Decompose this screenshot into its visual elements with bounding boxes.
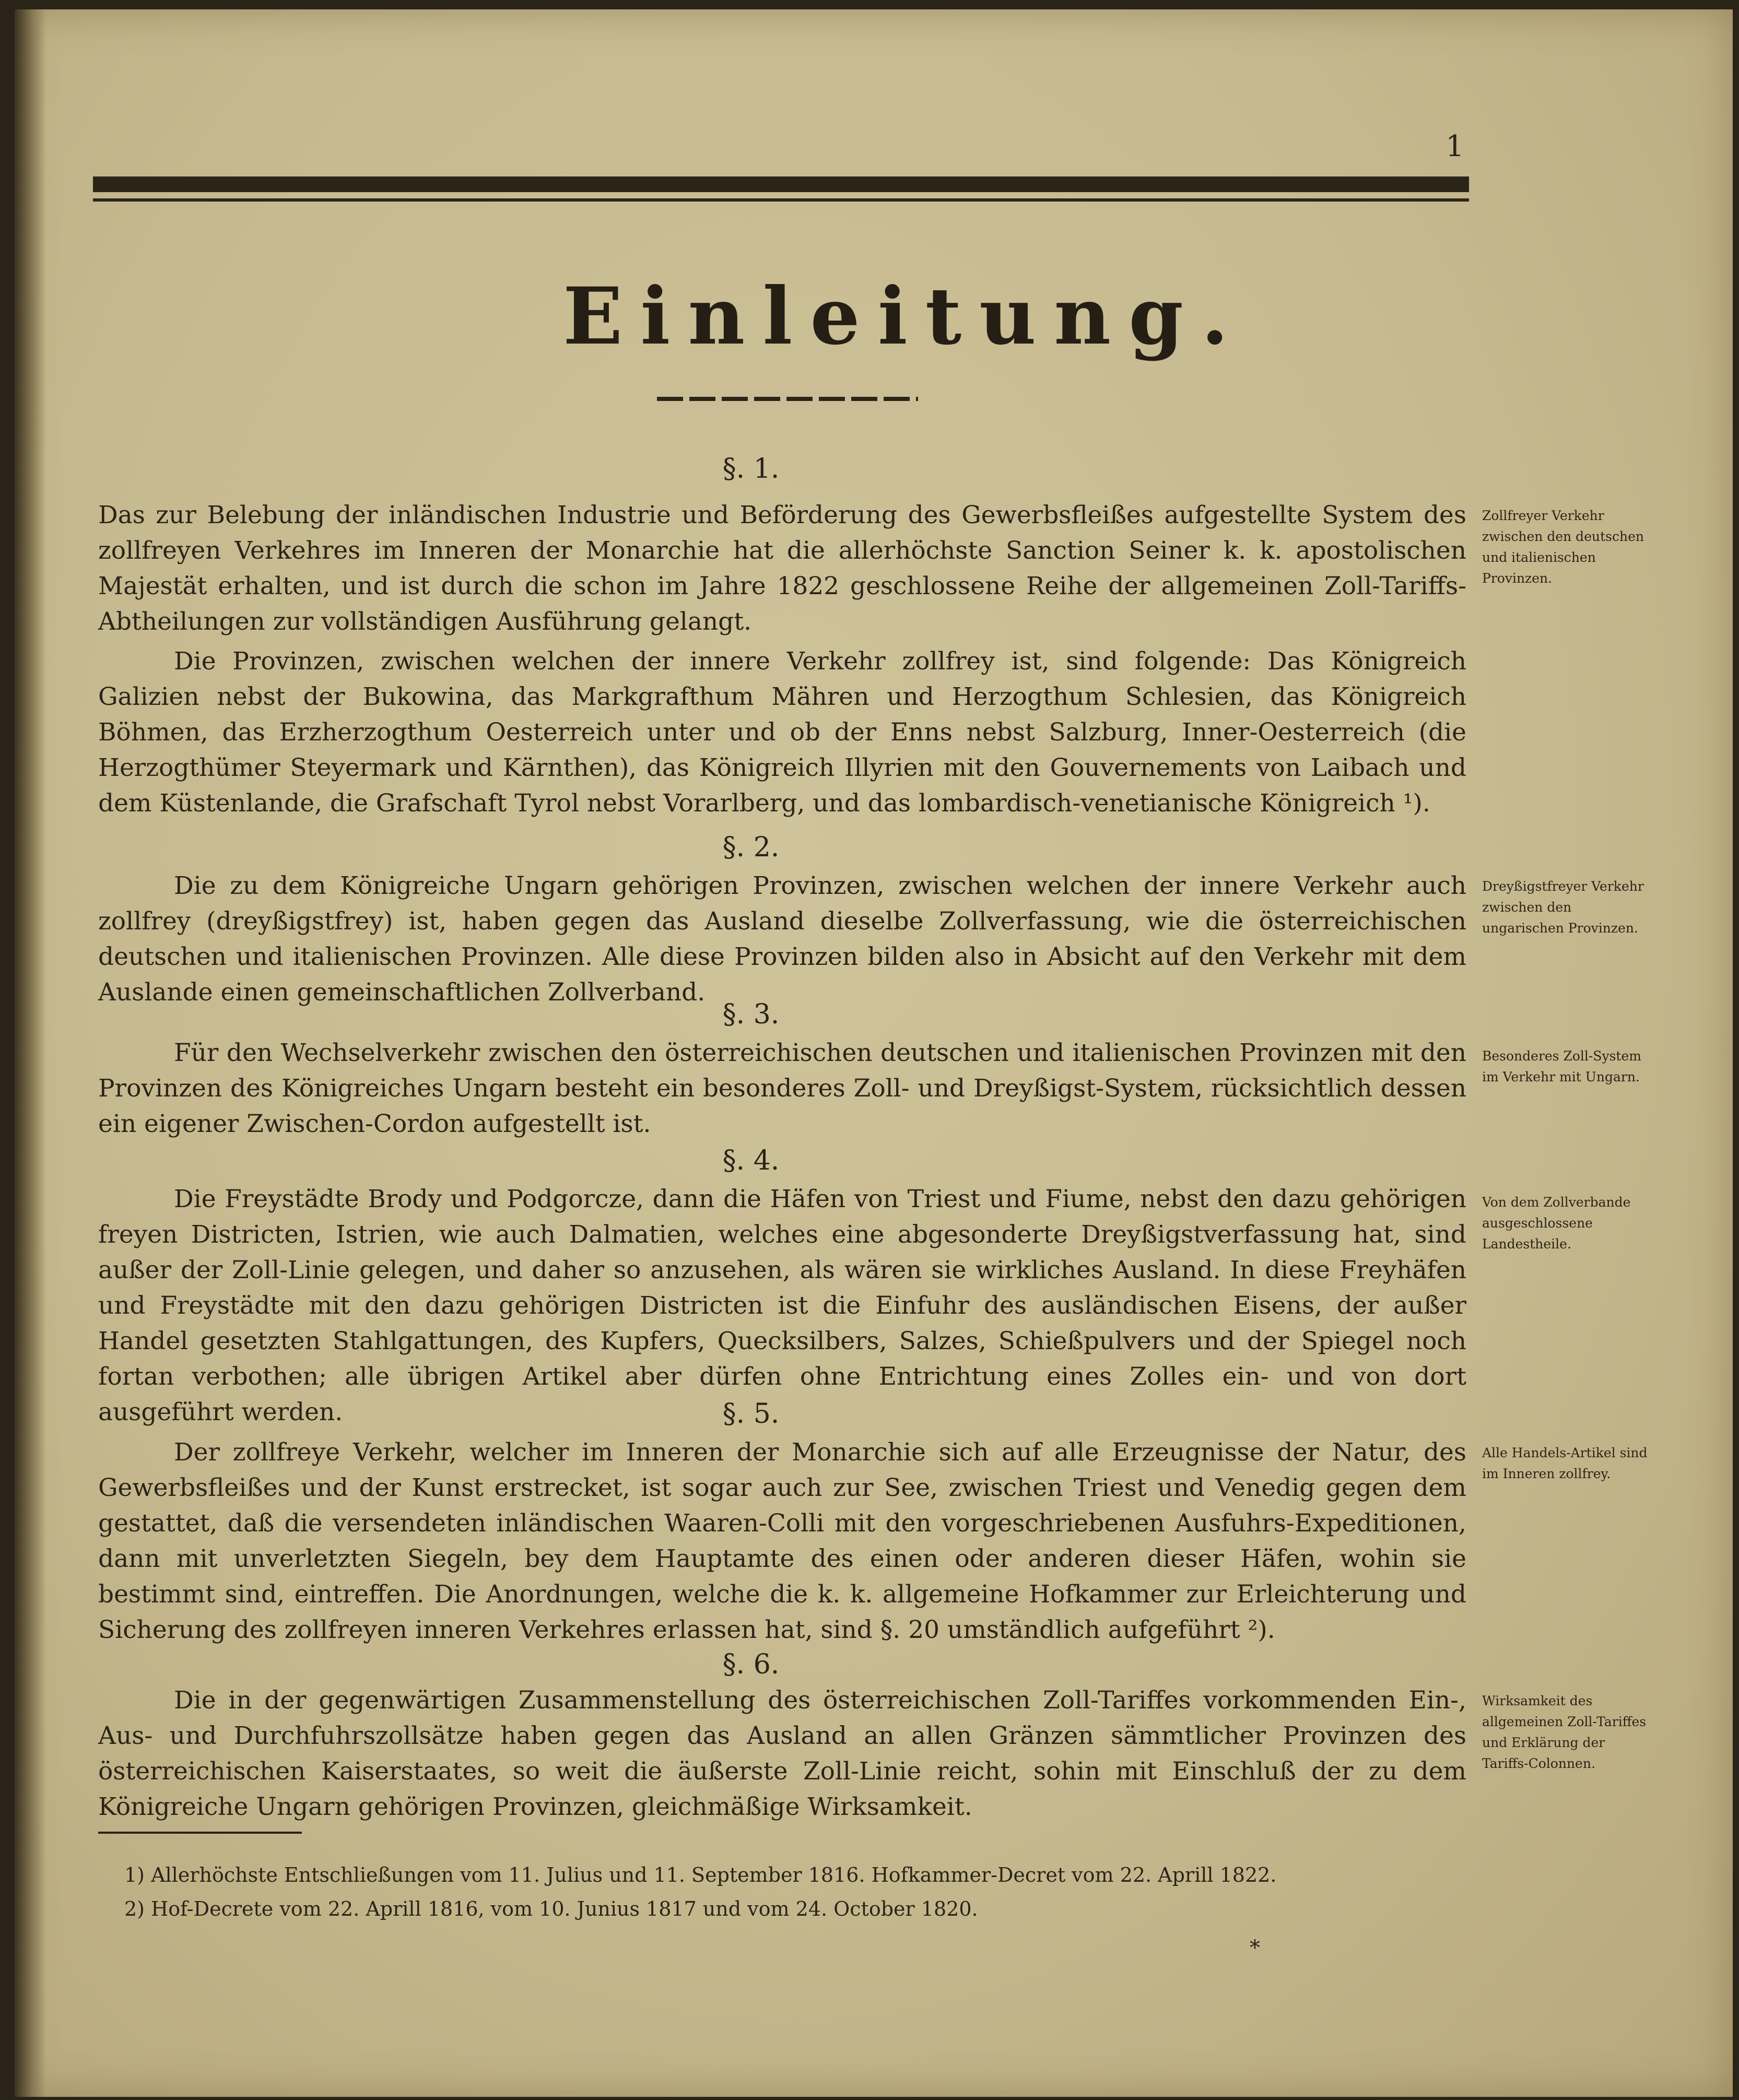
page-title: Einleitung.	[563, 270, 1247, 362]
section-2-paragraph-1: Die zu dem Königreiche Ungarn gehörigen Provinzen, zwischen welchen der innere Verkehr auch zollfrey (dreyßigstfrey) ist, haben gegen das Ausland dieselbe Zollverfassung, wie die österreichischen deutschen und italienischen Provinzen. Alle diese Provinzen bilden also in Absicht auf den Verkehr mit dem Auslande einen gemeinschaftlichen Zollverband.	[98, 871, 1466, 1007]
footnote-2: 2) Hof-Decrete vom 22. Aprill 1816, vom 10. Junius 1817 und vom 24. October 1820.	[124, 1897, 978, 1920]
section-4-paragraph-1: Die Freystädte Brody und Podgorcze, dann die Häfen von Triest und Fiume, nebst den dazu gehörigen freyen Districten, Istrien, wie auch Dalmatien, welches eine abgesonderte Dreyßigstverfassung hat, sind außer der Zoll-Linie gelegen, und daher so anzusehen, als wären sie wirkliches Ausland. In diese Freyhäfen und Freystädte mit den dazu gehörigen Districten ist die Einfuhr des ausländischen Eisens, der außer Handel gesetzten Stahlgattungen, des Kupfers, Quecksilbers, Salzes, Schießpulvers und der Spiegel noch fortan verbothen; alle übrigen Artikel aber dürfen ohne Entrichtung eines Zolles ein- und von dort ausgeführt werden.	[98, 1185, 1466, 1426]
signature-mark: *	[1250, 1936, 1260, 1960]
page-binding-edge	[15, 9, 46, 2097]
margin-note-3: Besonderes Zoll-System im Verkehr mit Ungarn.	[1482, 1048, 1641, 1084]
margin-note-1: Zollfreyer Verkehr zwischen den deutschen und italienischen Provinzen.	[1482, 508, 1644, 586]
section-1-paragraph-2: Die Provinzen, zwischen welchen der innere Verkehr zollfrey ist, sind folgende: Das Königreich Galizien nebst der Bukowina, das Markgrafthum Mähren und Herzogthum Schlesien, das Königreich Böhmen, das Erzherzogthum Oesterreich unter und ob der Enns nebst Salzburg, Inner-Oesterreich (die Herzogthümer Steyermark und Kärnthen), das Königreich Illyrien mit den Gouvernements von Laibach und dem Küstenlande, die Grafschaft Tyrol nebst Vorarlberg, und das lombardisch-venetianische Königreich ¹).	[98, 647, 1466, 818]
section-3-paragraph-1: Für den Wechselverkehr zwischen den österreichischen deutschen und italienischen Provinzen mit den Provinzen des Königreiches Ungarn besteht ein besonderes Zoll- und Dreyßigst-System, rücksichtlich dessen ein eigener Zwischen-Cordon aufgestellt ist.	[98, 1039, 1466, 1138]
header-thick-rule	[93, 176, 1469, 192]
header-thin-rule	[93, 198, 1469, 202]
footnote-1: 1) Allerhöchste Entschließungen vom 11. Julius und 11. September 1816. Hofkammer-Decret vom 22. Aprill 1822.	[124, 1863, 1277, 1886]
section-1-paragraph-1: Das zur Belebung der inländischen Industrie und Beförderung des Gewerbsfleißes aufgestellte System des zollfreyen Verkehres im Inneren der Monarchie hat die allerhöchste Sanction Seiner k. k. apostolischen Majestät erhalten, und ist durch die schon im Jahre 1822 geschlossene Reihe der allgemeinen Zoll-Tariffs-Abtheilungen zur vollständigen Ausführung gelangt.	[98, 501, 1466, 636]
book-page	[15, 9, 1733, 2097]
margin-note-4: Von dem Zollverbande ausgeschlossene Landestheile.	[1482, 1195, 1631, 1252]
section-heading-4: §. 4.	[722, 1145, 780, 1176]
page-number: 1	[1446, 129, 1464, 163]
margin-note-6: Wirksamkeit des allgemeinen Zoll-Tariffes und Erklärung der Tariffs-Colonnen.	[1482, 1693, 1647, 1771]
section-heading-1: §. 1.	[722, 453, 780, 485]
section-6-paragraph-1: Die in der gegenwärtigen Zusammenstellung des österreichischen Zoll-Tariffes vorkommenden Ein-, Aus- und Durchfuhrszollsätze haben gegen das Ausland an allen Gränzen sämmtlicher Provinzen des österreichischen Kaiserstaates, so weit die äußerste Zoll-Linie reicht, sohin mit Einschluß der zu dem Königreiche Ungarn gehörigen Provinzen, gleichmäßige Wirksamkeit.	[98, 1686, 1466, 1821]
section-heading-3: §. 3.	[722, 999, 780, 1030]
title-ornament	[657, 397, 918, 401]
margin-note-2: Dreyßigstfreyer Verkehr zwischen den ungarischen Provinzen.	[1482, 879, 1644, 936]
section-heading-5: §. 5.	[722, 1398, 780, 1430]
margin-note-5: Alle Handels-Artikel sind im Inneren zollfrey.	[1482, 1445, 1648, 1481]
section-heading-6: §. 6.	[722, 1649, 780, 1680]
section-5-paragraph-1: Der zollfreye Verkehr, welcher im Inneren der Monarchie sich auf alle Erzeugnisse der Natur, des Gewerbsfleißes und der Kunst erstrecket, ist sogar auch zur See, zwischen Triest und Venedig gegen dem gestattet, daß die versendeten inländischen Waaren-Colli mit den vorgeschriebenen Ausfuhrs-Expeditionen, dann mit unverletzten Siegeln, bey dem Hauptamte des einen oder anderen dieser Häfen, wohin sie bestimmt sind, eintreffen. Die Anordnungen, welche die k. k. allgemeine Hofkammer zur Erleichterung und Sicherung des zollfreyen inneren Verkehres erlassen hat, sind §. 20 umständlich aufgeführt ²).	[98, 1438, 1466, 1644]
footnote-rule	[98, 1832, 302, 1834]
section-heading-2: §. 2.	[722, 832, 780, 863]
